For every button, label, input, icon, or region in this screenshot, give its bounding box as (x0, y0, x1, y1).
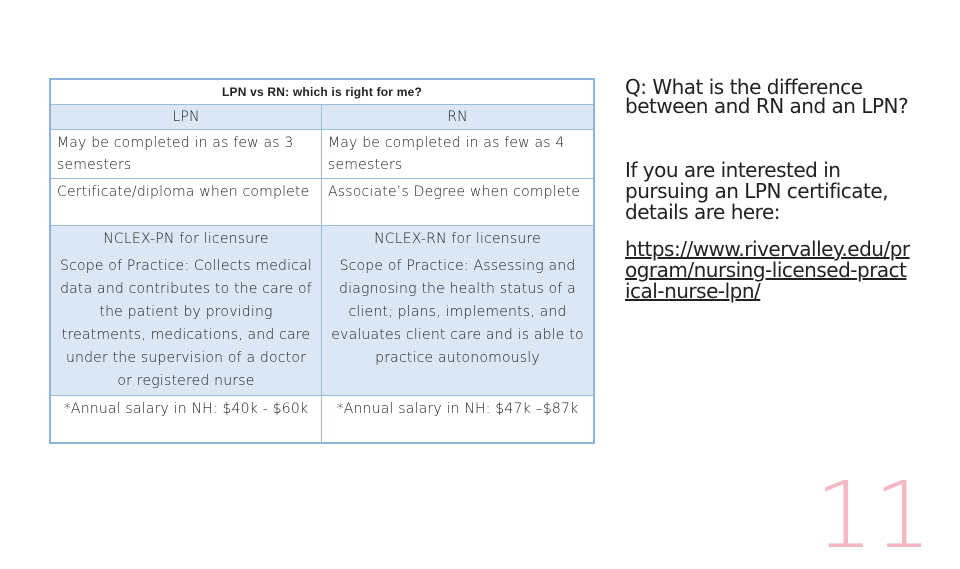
table-cell: May be completed in as few as 3 semesters (50, 130, 322, 179)
column-header-lpn: LPN (50, 105, 322, 130)
slide-number: 11 (815, 462, 933, 569)
table-cell: May be completed in as few as 4 semesters (322, 130, 595, 179)
column-header-rn: RN (322, 105, 595, 130)
table-title: LPN vs RN: which is right for me? (50, 79, 594, 105)
table-row (50, 253, 594, 396)
question-heading: Q: What is the difference between and RN and an LPN? (625, 75, 909, 118)
table-cell: *Annual salary in NH: $40k - $60k (50, 396, 322, 444)
table-cell: NCLEX-RN for licensure (322, 226, 595, 254)
table-cell: Certificate/diploma when complete (50, 179, 322, 226)
table-row (50, 130, 594, 179)
program-link[interactable]: https://www.rivervalley.edu/program/nursing-licensed-practical-nurse-lpn/ (625, 237, 910, 303)
table-cell: Scope of Practice: Collects medical data and contributes to the care of the patient by providing treatments, medications, and care under the supervision of a doctor or registered nurse (50, 253, 322, 396)
table-cell: Associate’s Degree when complete (322, 179, 595, 226)
table-cell: NCLEX-PN for licensure (50, 226, 322, 254)
table-row (50, 396, 594, 444)
table-row (50, 179, 594, 226)
table-cell: *Annual salary in NH: $47k –$87k (322, 396, 595, 444)
table-cell: Scope of Practice: Assessing and diagnosing the health status of a client; plans, implements, and evaluates client care and is able to practice autonomously (322, 253, 595, 396)
sidebar (625, 75, 910, 303)
comparison-table (49, 78, 595, 444)
info-text: If you are interested in pursuing an LPN certificate, details are here: (625, 158, 889, 224)
table-row (50, 226, 594, 254)
